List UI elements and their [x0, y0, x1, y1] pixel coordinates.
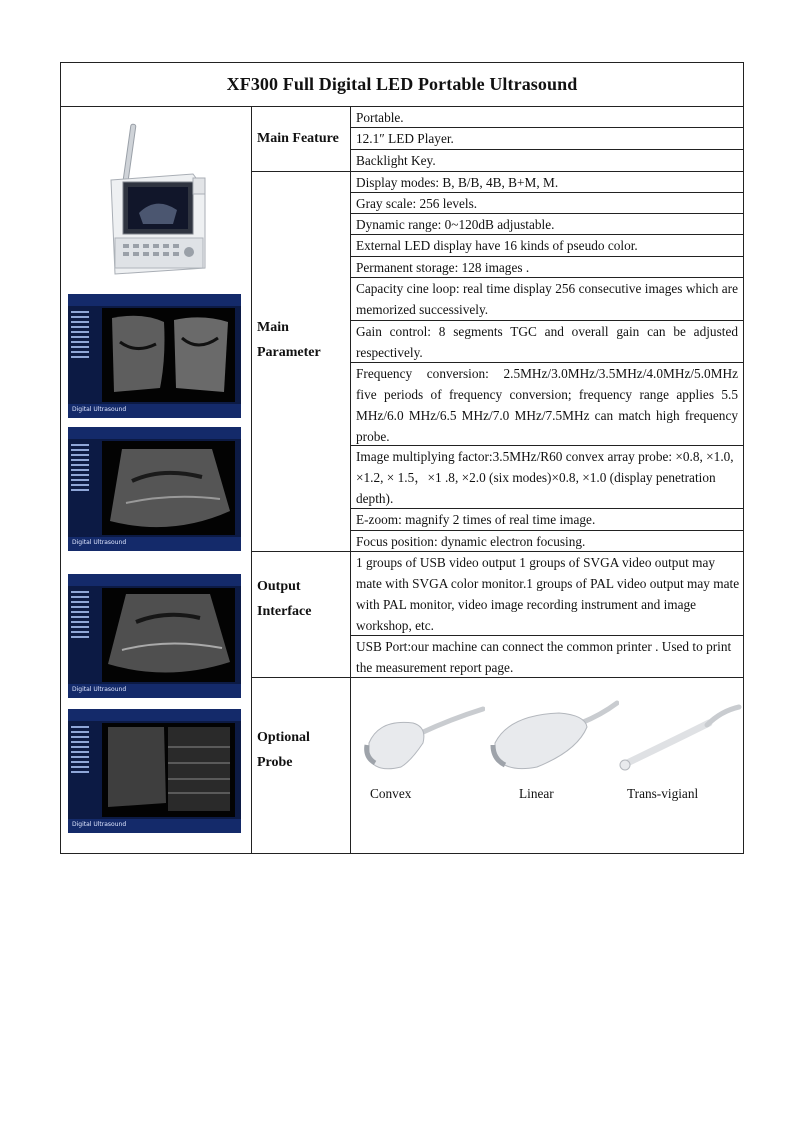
- ultrasound-scan-image: Digital Ultrasound: [68, 427, 241, 551]
- document-title: XF300 Full Digital LED Portable Ultrasound: [61, 63, 743, 107]
- output-item: USB Port:our machine can connect the common printer . Used to print the measurement report page.: [356, 639, 732, 675]
- spec-table: [60, 62, 744, 854]
- parameter-item: Focus position: dynamic electron focusing.: [356, 534, 586, 549]
- feature-item: Portable.: [356, 110, 404, 125]
- transvaginal-probe-caption: Trans-vigianl: [627, 786, 699, 801]
- convex-probe-image: [361, 697, 485, 777]
- column-divider: [350, 106, 351, 853]
- optional-probe-label: [257, 725, 349, 775]
- ultrasound-scan-image: Digital Ultrasound: [68, 574, 241, 698]
- convex-probe-caption: Convex: [370, 786, 412, 801]
- parameter-item: Dynamic range: 0~120dB adjustable.: [356, 217, 555, 232]
- label-line: Parameter: [257, 345, 321, 360]
- feature-item: Backlight Key.: [356, 153, 436, 168]
- parameter-item: E-zoom: magnify 2 times of real time image.: [356, 512, 596, 527]
- parameter-item: Image multiplying factor:3.5MHz/R60 convex array probe: ×0.8, ×1.0, ×1.2, × 1.5，×1 .8, ×2.0 (six modes)×0.8, ×1.0 (display penetration depth).: [356, 449, 734, 506]
- output-item: 1 groups of USB video output 1 groups of SVGA video output may mate with SVGA color monitor.1 groups of PAL video output may mate with PAL monitor, video image recording instrument and image workshop, etc.: [356, 555, 740, 633]
- main-parameter-label: [257, 315, 349, 365]
- transvaginal-probe-image: [617, 703, 743, 773]
- label-line: Optional: [257, 730, 310, 745]
- parameter-item: Frequency conversion: 2.5MHz/3.0MHz/3.5MHz/4.0MHz/5.0MHz five periods of frequency conversion; frequency range applies 5.5 MHz/6.0 MHz/6.5 MHz/7.0 MHz/7.5MHz can match high frequency probe.: [356, 366, 738, 444]
- parameter-item: Gain control: 8 segments TGC and overall gain can be adjusted respectively.: [356, 324, 738, 360]
- parameter-item: Capacity cine loop: real time display 256 consecutive images which are memorized successively.: [356, 281, 738, 317]
- ultrasound-device-image: [101, 118, 216, 280]
- linear-probe-caption: Linear: [519, 786, 554, 801]
- column-divider: [251, 106, 252, 853]
- feature-item: 12.1″ LED Player.: [356, 131, 454, 146]
- parameter-item: External LED display have 16 kinds of pseudo color.: [356, 238, 638, 253]
- main-feature-label: Main Feature: [257, 131, 339, 146]
- linear-probe-image: [489, 695, 619, 777]
- ultrasound-scan-image: Digital Ultrasound: [68, 709, 241, 833]
- parameter-item: Permanent storage: 128 images .: [356, 260, 530, 275]
- label-line: Interface: [257, 604, 312, 619]
- parameter-item: Gray scale: 256 levels.: [356, 196, 478, 211]
- output-interface-label: [257, 574, 349, 624]
- parameter-item: Display modes: B, B/B, 4B, B+M, M.: [356, 175, 559, 190]
- ultrasound-scan-image: Digital Ultrasound: [68, 294, 241, 418]
- label-line: Main: [257, 320, 289, 335]
- label-line: Output: [257, 579, 301, 594]
- label-line: Probe: [257, 755, 293, 770]
